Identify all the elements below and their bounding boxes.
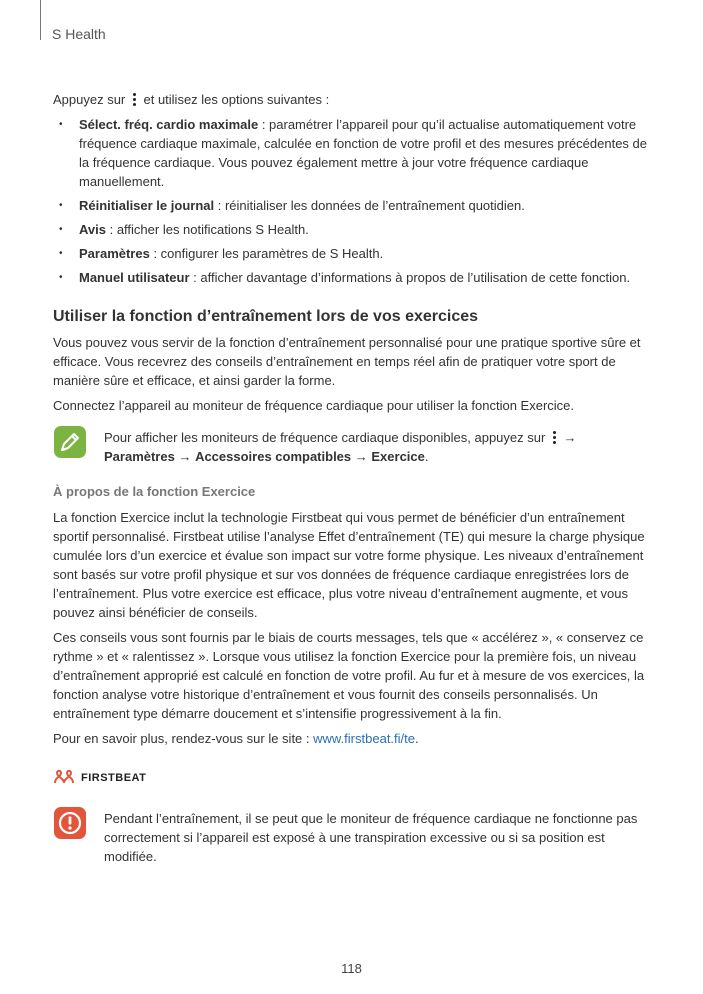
option-desc: : afficher davantage d’informations à propos de l’utilisation de cette fonction. (189, 270, 631, 285)
more-options-icon (132, 93, 136, 106)
options-list (53, 115, 648, 287)
list-item (53, 268, 648, 287)
option-desc: : configurer les paramètres de S Health. (149, 246, 384, 261)
option-term: Paramètres (79, 246, 150, 261)
page-header: S Health (52, 26, 106, 42)
menu-path-accessories: Accessoires compatibles (195, 449, 352, 464)
option-term: Sélect. fréq. cardio maximale (79, 117, 259, 132)
subsection-title: À propos de la fonction Exercice (53, 484, 256, 499)
option-term: Réinitialiser le journal (79, 198, 215, 213)
list-item (53, 244, 648, 263)
option-desc: : afficher les notifications S Health. (105, 222, 309, 237)
section-paragraph: Vous pouvez vous servir de la fonction d’entraînement personnalisé pour une pratique sportive sûre et efficace. Vous recevrez des conseils d’entraînement en temps réel afin de pratiquer votre sport de manière sûre et efficace, et ainsi garder la forme. (53, 335, 641, 388)
link-intro: Pour en savoir plus, rendez-vous sur le site : (53, 731, 314, 746)
menu-path-settings: Paramètres (104, 449, 175, 464)
more-options-icon (552, 431, 556, 444)
warning-box (53, 806, 648, 866)
intro-line (53, 90, 648, 109)
firstbeat-logo-icon (53, 769, 75, 787)
option-desc: : réinitialiser les données de l’entraînement quotidien. (214, 198, 525, 213)
firstbeat-logo (53, 766, 648, 790)
section-title: Utiliser la fonction d’entraînement lors de vos exercices (53, 308, 479, 325)
arrow: → (559, 430, 577, 445)
header-rule (40, 0, 41, 40)
link-end: . (415, 731, 419, 746)
warning-icon (53, 806, 87, 840)
warning-text: Pendant l’entraînement, il se peut que le moniteur de fréquence cardiaque ne fonctionne pas correctement si l’appareil est exposé à une transpiration excessive ou si sa position est modifiée. (104, 811, 638, 864)
list-item (53, 220, 648, 239)
note-text-before: Pour afficher les moniteurs de fréquence cardiaque disponibles, appuyez sur (104, 430, 549, 445)
subsection-paragraph: La fonction Exercice inclut la technologie Firstbeat qui vous permet de bénéficier d’un entraînement sportif personnalisé. Firstbeat utilise l’analyse Effet d’entraînement (TE) qui mesure la charge physique cumulée lors d’un exercice et évalue son impact sur votre forme physique. Les niveaux d’entraînement sont basés sur votre profil physique et sur vos données de fréquence cardiaque enregistrées lors de l’entraînement. Plus votre exercice est efficace, plus votre niveau d’entraînement augmente, et vous pouvez ainsi bénéficier de conseils. (53, 510, 645, 620)
option-term: Manuel utilisateur (79, 270, 190, 285)
note-pencil-icon (53, 425, 87, 459)
section-paragraph: Connectez l’appareil au moniteur de fréquence cardiaque pour utiliser la fonction Exercice. (53, 398, 575, 413)
menu-path-exercise: Exercice (371, 449, 425, 464)
list-item (53, 196, 648, 215)
note-box (53, 425, 648, 466)
subsection-paragraph: Ces conseils vous sont fournis par le biais de courts messages, tels que « accélérez », « conservez ce rythme » et « ralentissez ». Lorsque vous utilisez la fonction Exercice pour la première fois, un niveau d’entraînement approprié est calculé en fonction de votre profil. Au fur et à mesure de vos exercices, la fonction analyse votre historique d’entraînement et vous fournit des conseils personnalisés. Un entraînement type démarre doucement et s’intensifie progressivement à la fin. (53, 630, 645, 721)
list-item (53, 115, 648, 191)
note-text (104, 425, 648, 466)
note-end: . (424, 449, 429, 464)
page-number: 118 (341, 961, 362, 976)
intro-text-before: Appuyez sur (53, 92, 129, 107)
intro-text-after: et utilisez les options suivantes : (139, 92, 330, 107)
firstbeat-link[interactable]: www.firstbeat.fi/te (313, 731, 415, 746)
option-desc: : paramétrer l’appareil pour qu’il actualise automatiquement votre fréquence cardiaque maximale, calculée en fonction de votre profil et des mesures précédentes de la fréquence cardiaque. Vous pouvez également mettre à jour votre fréquence cardiaque manuellement. (79, 117, 647, 189)
firstbeat-logo-text: FIRSTBEAT (81, 771, 147, 784)
page-content (53, 90, 648, 866)
subsection-paragraph (53, 729, 648, 748)
arrow: → (351, 449, 372, 464)
arrow: → (174, 449, 196, 464)
option-term: Avis (79, 222, 106, 237)
